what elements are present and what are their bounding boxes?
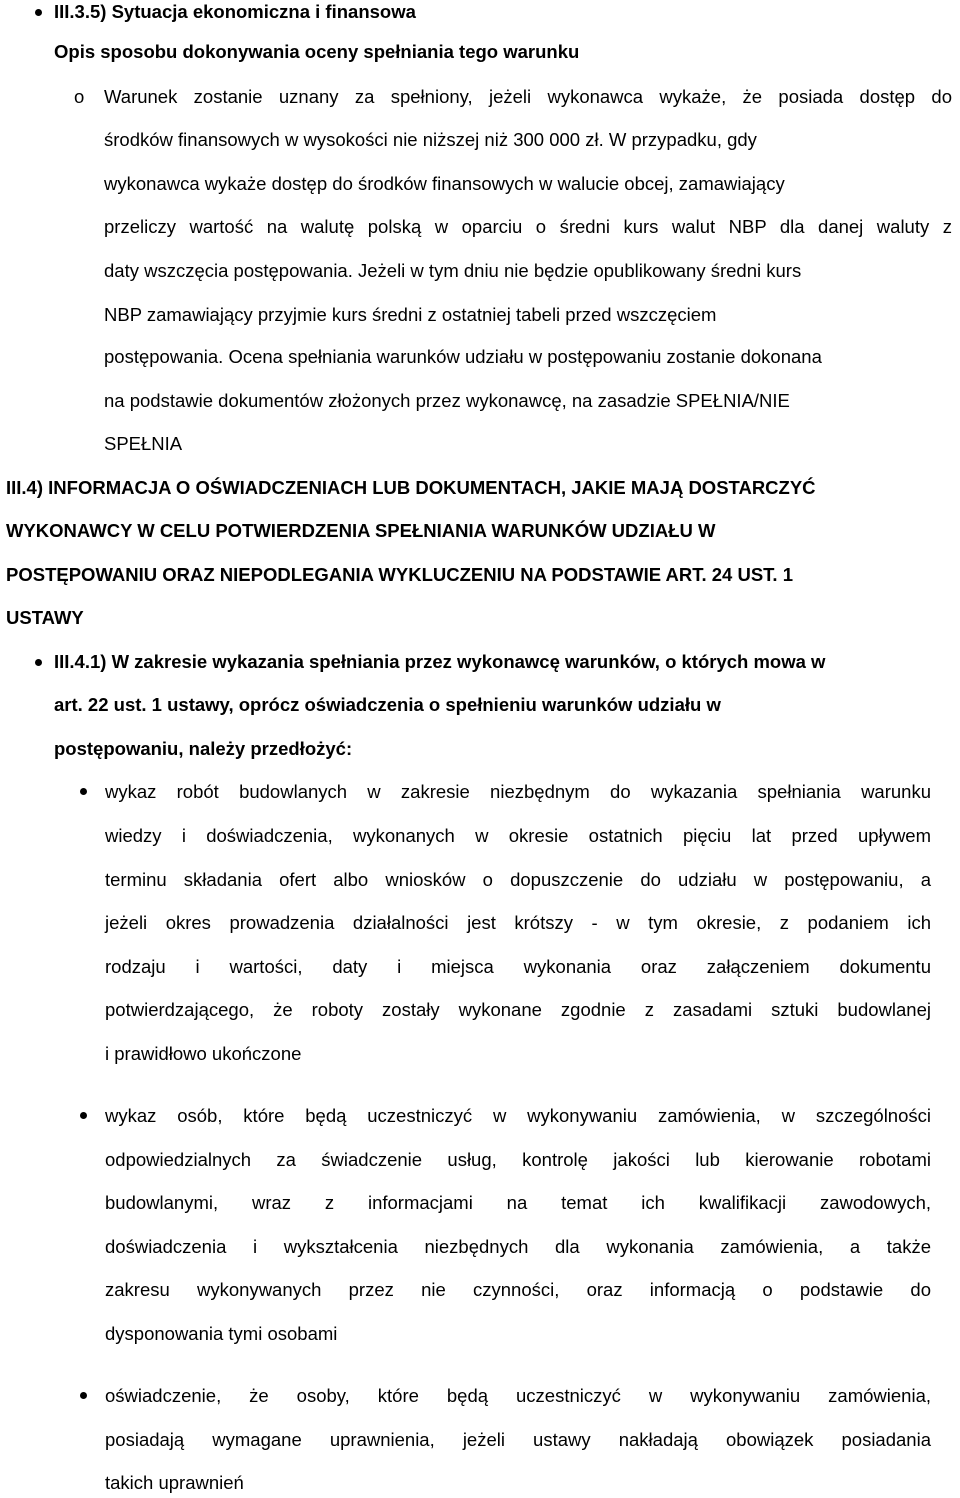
list-item-line: rodzaju i wartości, daty i miejsca wykonania oraz załączeniem dokumentu	[105, 956, 931, 977]
paragraph-line: środków finansowych w wysokości nie niższej niż 300 000 zł. W przypadku, gdy	[104, 129, 757, 150]
subsection-heading-line: art. 22 ust. 1 ustawy, oprócz oświadczenia o spełnieniu warunków udziału w	[54, 694, 721, 715]
paragraph-line: wykonawca wykaże dostęp do środków finansowych w walucie obcej, zamawiający	[104, 173, 785, 194]
list-item-line: zakresu wykonywanych przez nie czynności, oraz informacją o podstawie do	[105, 1279, 931, 1300]
paragraph-line: Warunek zostanie uznany za spełniony, jeżeli wykonawca wykaże, że posiada dostęp do	[104, 86, 952, 107]
heading-line: III.4) INFORMACJA O OŚWIADCZENIACH LUB DOKUMENTACH, JAKIE MAJĄ DOSTARCZYĆ	[6, 477, 816, 498]
list-item-line: odpowiedzialnych za świadczenie usług, kontrolę jakości lub kierowanie robotami	[105, 1149, 931, 1170]
bullet-dot	[80, 1392, 87, 1399]
bullet-dot	[80, 788, 87, 795]
list-item-line: jeżeli okres prowadzenia działalności jest krótszy - w tym okresie, z podaniem ich	[105, 912, 931, 933]
paragraph-line: przeliczy wartość na walutę polską w oparciu o średni kurs walut NBP dla danej waluty z	[104, 216, 952, 237]
heading-line: WYKONAWCY W CELU POTWIERDZENIA SPEŁNIANIA WARUNKÓW UDZIAŁU W	[6, 520, 716, 541]
list-item-line: oświadczenie, że osoby, które będą uczestniczyć w wykonywaniu zamówienia,	[105, 1385, 931, 1406]
list-item-line: wykaz robót budowlanych w zakresie niezbędnym do wykazania spełniania warunku	[105, 781, 931, 802]
paragraph-line: daty wszczęcia postępowania. Jeżeli w tym dniu nie będzie opublikowany średni kurs	[104, 260, 802, 281]
list-item-line: doświadczenia i wykształcenia niezbędnych dla wykonania zamówienia, a także	[105, 1236, 931, 1257]
paragraph-line: postępowania. Ocena spełniania warunków udziału w postępowaniu zostanie dokonana	[104, 346, 822, 367]
heading-line: USTAWY	[6, 607, 84, 628]
list-item-line: posiadają wymagane uprawnienia, jeżeli ustawy nakładają obowiązek posiadania	[105, 1429, 931, 1450]
subsection-heading-line: III.4.1) W zakresie wykazania spełniania przez wykonawcę warunków, o których mowa w	[54, 651, 826, 672]
bullet-dot	[35, 659, 42, 666]
section-heading: III.3.5) Sytuacja ekonomiczna i finansowa	[54, 1, 416, 22]
paragraph-line: NBP zamawiający przyjmie kurs średni z ostatniej tabeli przed wszczęciem	[104, 304, 717, 325]
list-item-line: potwierdzającego, że roboty zostały wykonane zgodnie z zasadami sztuki budowlanej	[105, 999, 931, 1020]
bullet-dot	[80, 1112, 87, 1119]
sub-bullet-marker: o	[74, 86, 85, 107]
list-item-line: i prawidłowo ukończone	[105, 1043, 302, 1064]
subsection-heading-line: postępowaniu, należy przedłożyć:	[54, 738, 353, 759]
bullet-dot	[35, 9, 42, 16]
list-item-line: terminu składania ofert albo wniosków o dopuszczenie do udziału w postępowaniu, a	[105, 869, 931, 890]
list-item-line: wykaz osób, które będą uczestniczyć w wykonywaniu zamówienia, w szczególności	[105, 1105, 931, 1126]
paragraph-line: na podstawie dokumentów złożonych przez wykonawcę, na zasadzie SPEŁNIA/NIE	[104, 390, 790, 411]
list-item-line: takich uprawnień	[105, 1472, 244, 1493]
list-item-line: budowlanymi, wraz z informacjami na temat ich kwalifikacji zawodowych,	[105, 1192, 931, 1213]
paragraph-line: SPEŁNIA	[104, 433, 183, 454]
list-item-line: dysponowania tymi osobami	[105, 1323, 338, 1344]
heading-line: POSTĘPOWANIU ORAZ NIEPODLEGANIA WYKLUCZENIU NA PODSTAWIE ART. 24 UST. 1	[6, 564, 793, 585]
list-item-line: wiedzy i doświadczenia, wykonanych w okresie ostatnich pięciu lat przed upływem	[105, 825, 931, 846]
section-subheading: Opis sposobu dokonywania oceny spełniania tego warunku	[54, 41, 580, 62]
